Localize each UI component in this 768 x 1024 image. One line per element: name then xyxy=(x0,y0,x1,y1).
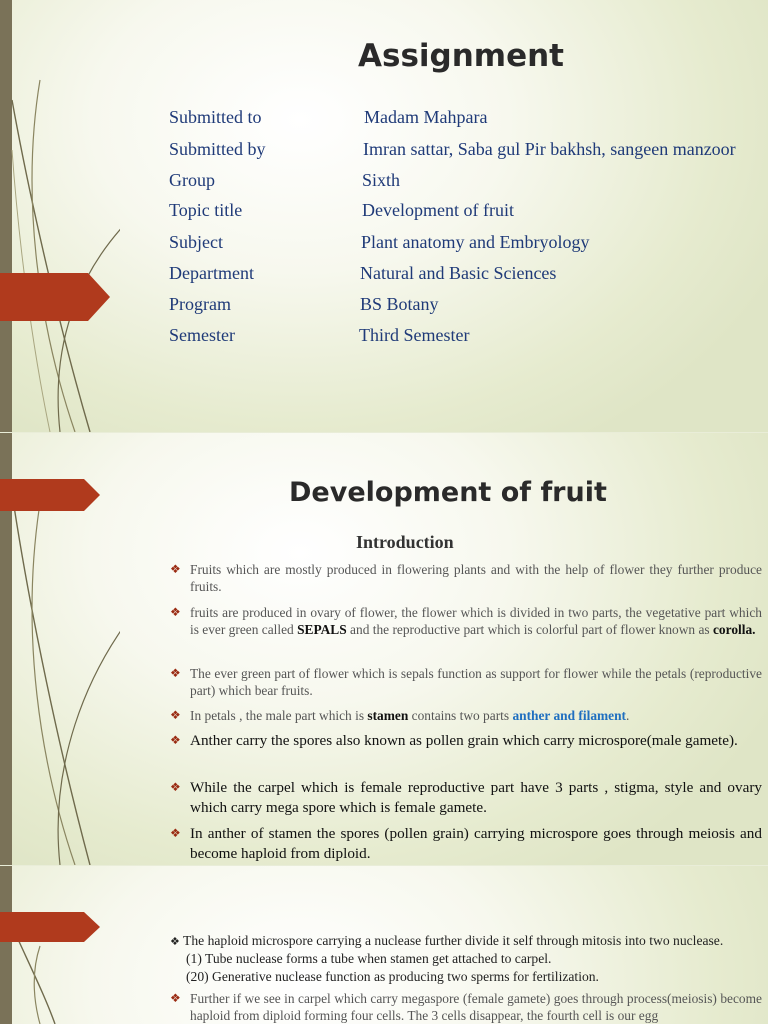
value-semester: Third Semester xyxy=(359,325,470,345)
diamond-bullet-icon: ❖ xyxy=(170,780,181,794)
label-semester: Semester xyxy=(169,325,235,345)
label-subject: Subject xyxy=(169,232,223,252)
arrow-shape xyxy=(0,273,110,321)
value-group: Sixth xyxy=(362,170,401,190)
label-department: Department xyxy=(169,263,254,283)
label-topic-title: Topic title xyxy=(169,200,243,220)
bullet-1: ❖ The haploid microspore carrying a nuclease further divide it self through mitosis into two nuclease. xyxy=(170,933,724,948)
diamond-bullet-icon: ❖ xyxy=(170,733,181,747)
value-topic-title: Development of fruit xyxy=(362,200,514,220)
bullet-5: ❖ Anther carry the spores also known as pollen grain which carry microspore(male gamete). xyxy=(170,732,738,749)
bullet-6: ❖ While the carpel which is female reproductive part have 3 parts , stigma, style and ovary which carry mega spore which is female gamete. xyxy=(170,779,762,816)
label-program: Program xyxy=(169,294,231,314)
diamond-bullet-icon: ❖ xyxy=(170,562,181,576)
label-group: Group xyxy=(169,170,215,190)
diamond-bullet-icon: ❖ xyxy=(170,708,181,722)
value-program: BS Botany xyxy=(360,294,439,314)
slide-continuation xyxy=(0,866,768,1024)
bullet-2: ❖ fruits are produced in ovary of flower, the flower which is divided in two parts, the vegetative part which is ever green called SEPALS and the reproductive part which is colorful part of flower known as corolla. xyxy=(170,605,762,637)
label-submitted-to: Submitted to xyxy=(169,107,262,127)
sub-item-1: (1) Tube nuclease forms a tube when stamen get attached to carpel. xyxy=(186,951,552,966)
diamond-bullet-icon: ❖ xyxy=(170,666,181,680)
slide-assignment xyxy=(0,0,768,432)
value-submitted-by: Imran sattar, Saba gul Pir bakhsh, sangeen manzoor xyxy=(363,139,736,159)
label-submitted-by: Submitted by xyxy=(169,139,266,159)
diamond-bullet-icon: ❖ xyxy=(170,936,180,948)
slide-title: Development of fruit xyxy=(289,477,607,508)
bullet-1: ❖ Fruits which are mostly produced in flowering plants and with the help of flower they further produce fruits. xyxy=(170,562,762,594)
diamond-bullet-icon: ❖ xyxy=(170,605,181,619)
section-heading: Introduction xyxy=(356,532,454,552)
diamond-bullet-icon: ❖ xyxy=(170,826,181,840)
bullet-7: ❖ In anther of stamen the spores (pollen grain) carrying microspore goes through meiosis and become haploid from diploid. xyxy=(170,825,762,862)
arrow-shape xyxy=(0,912,100,942)
diamond-bullet-icon: ❖ xyxy=(170,991,181,1005)
page-title: Assignment xyxy=(358,38,564,74)
bullet-4: ❖ In petals , the male part which is stamen contains two parts anther and filament. xyxy=(170,708,630,723)
bullet-2: ❖ Further if we see in carpel which carry megaspore (female gamete) goes through process(meiosis) become haploid from diploid forming four cells. The 3 cells disappear, the fourth cell is our egg xyxy=(170,991,762,1023)
arrow-shape xyxy=(0,479,100,511)
sub-item-2: (20) Generative nuclease function as producing two sperms for fertilization. xyxy=(186,969,599,984)
value-department: Natural and Basic Sciences xyxy=(360,263,557,283)
bullet-3: ❖ The ever green part of flower which is sepals function as support for flower while the petals (reproductive part) which bear fruits. xyxy=(170,666,762,698)
value-submitted-to: Madam Mahpara xyxy=(364,107,488,127)
slide-development-of-fruit xyxy=(0,433,768,865)
decorative-curves xyxy=(0,866,120,1024)
decorative-curves xyxy=(0,0,120,432)
value-subject: Plant anatomy and Embryology xyxy=(361,232,590,252)
